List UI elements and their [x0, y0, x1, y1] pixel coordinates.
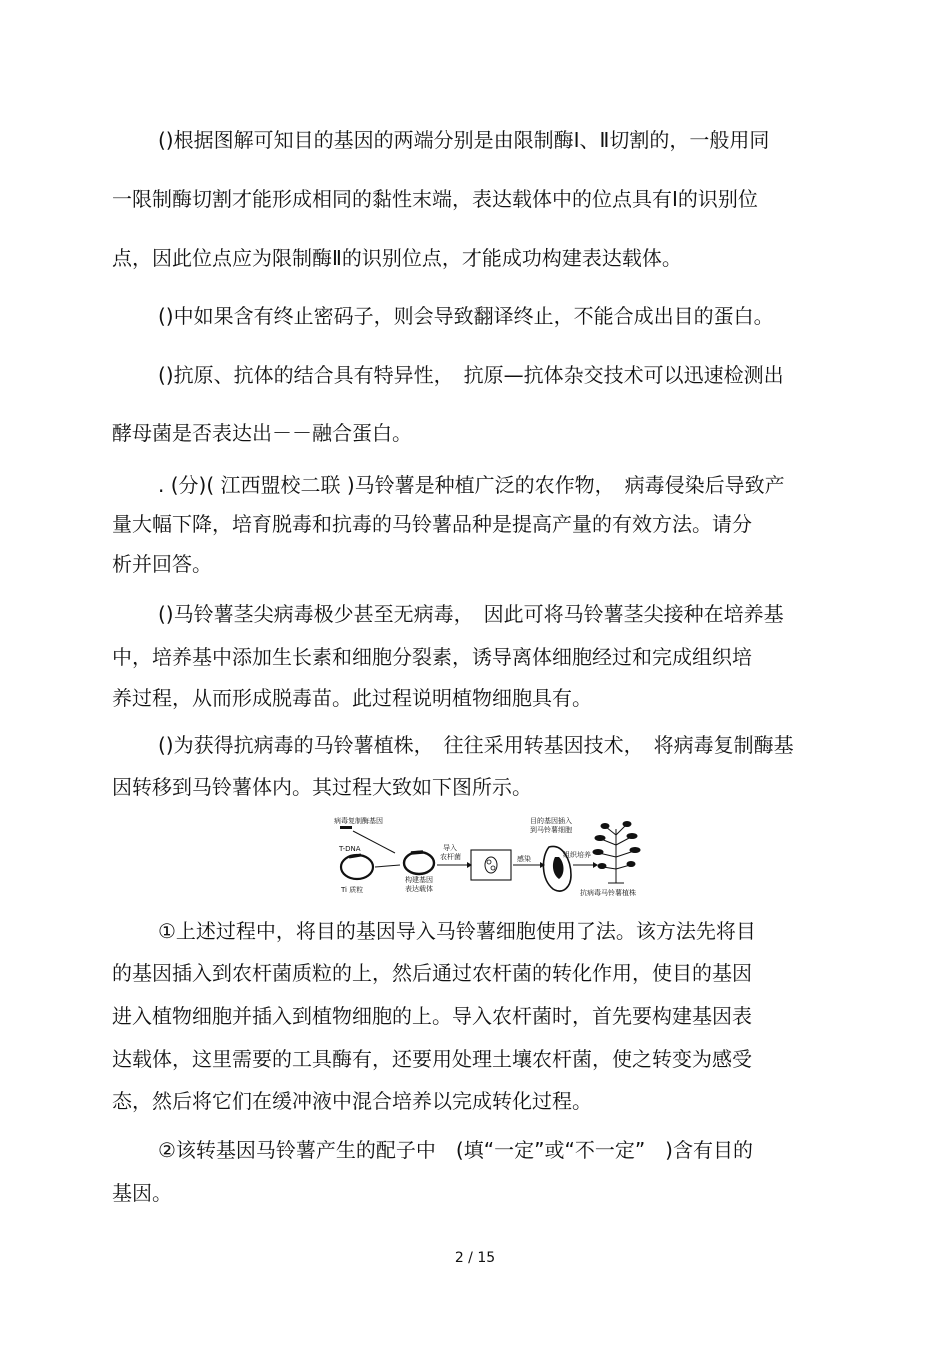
paragraph-line: 基因。 [112, 1181, 172, 1205]
fig-label-import-2: 农杆菌 [440, 853, 461, 861]
paragraph-line: 酵母菌是否表达出－－融合蛋白。 [112, 421, 412, 445]
paragraph-line: 达载体，这里需要的工具酶有，还要用处理土壤农杆菌，使之转变为感受 [112, 1047, 752, 1071]
paragraph-line: 中，培养基中添加生长素和细胞分裂素，诱导离体细胞经过和完成组织培 [112, 645, 752, 669]
paragraph-line: ()马铃薯茎尖病毒极少甚至无病毒， 因此可将马铃薯茎尖接种在培养基 [158, 602, 784, 626]
transgenic-process-figure [327, 813, 647, 897]
fig-label-tdna: T-DNA [339, 845, 361, 853]
paragraph-line: ①上述过程中，将目的基因导入马铃薯细胞使用了法。该方法先将目 [158, 919, 756, 943]
paragraph-line: 点，因此位点应为限制酶Ⅱ的识别位点，才能成功构建表达载体。 [112, 246, 682, 270]
expression-vector-icon [404, 852, 434, 874]
paragraph-line: 因转移到马铃薯体内。其过程大致如下图所示。 [112, 775, 532, 799]
fig-label-construct-1: 构建基因 [405, 876, 433, 884]
paragraph-line: ()根据图解可知目的基因的两端分别是由限制酶Ⅰ、Ⅱ切割的，一般用同 [158, 128, 770, 152]
page-number: 2 / 15 [454, 1250, 496, 1266]
paragraph-line: 一限制酶切割才能形成相同的黏性末端，表达载体中的位点具有Ⅰ的识别位 [112, 187, 758, 211]
fig-label-insert-2: 到马铃薯细胞 [530, 826, 572, 834]
fig-label-insert-1: 目的基因插入 [530, 817, 572, 825]
fig-label-ti: Ti 质粒 [341, 886, 364, 894]
paragraph-line: 析并回答。 [112, 552, 212, 576]
fig-label-plant: 抗病毒马铃薯植株 [580, 889, 636, 897]
paragraph-line: ()抗原、抗体的结合具有特异性， 抗原—抗体杂交技术可以迅速检测出 [158, 363, 784, 387]
agrobacterium-box-icon [471, 850, 511, 880]
paragraph-line: 态，然后将它们在缓冲液中混合培养以完成转化过程。 [112, 1089, 592, 1113]
ti-plasmid-icon [341, 855, 373, 879]
fig-label-import-1: 导入 [443, 844, 457, 852]
fig-label-gene: 病毒复制酶基因 [334, 817, 383, 825]
paragraph-line: 养过程，从而形成脱毒苗。此过程说明植物细胞具有。 [112, 686, 592, 710]
paragraph-line: . (分)( 江西盟校二联 )马铃薯是种植广泛的农作物， 病毒侵染后导致产 [158, 473, 785, 497]
fig-label-infect: 感染 [517, 855, 531, 863]
arrow-icon [375, 865, 400, 867]
fig-label-culture: 组织培养 [563, 851, 591, 859]
paragraph-line: ②该转基因马铃薯产生的配子中 (填“一定”或“不一定” )含有目的 [158, 1138, 753, 1162]
paragraph-line: 进入植物细胞并插入到植物细胞的上。导入农杆菌时，首先要构建基因表 [112, 1004, 752, 1028]
paragraph-line: 量大幅下降，培育脱毒和抗毒的马铃薯品种是提高产量的有效方法。请分 [112, 512, 752, 536]
paragraph-line: ()中如果含有终止密码子，则会导致翻译终止，不能合成出目的蛋白。 [158, 304, 774, 328]
paragraph-line: 的基因插入到农杆菌质粒的上，然后通过农杆菌的转化作用，使目的基因 [112, 961, 752, 985]
paragraph-line: ()为获得抗病毒的马铃薯植株， 往往采用转基因技术， 将病毒复制酶基 [158, 733, 794, 757]
fig-label-construct-2: 表达载体 [405, 885, 433, 893]
potato-plant-icon [593, 822, 640, 884]
gene-fragment-icon [340, 826, 352, 829]
